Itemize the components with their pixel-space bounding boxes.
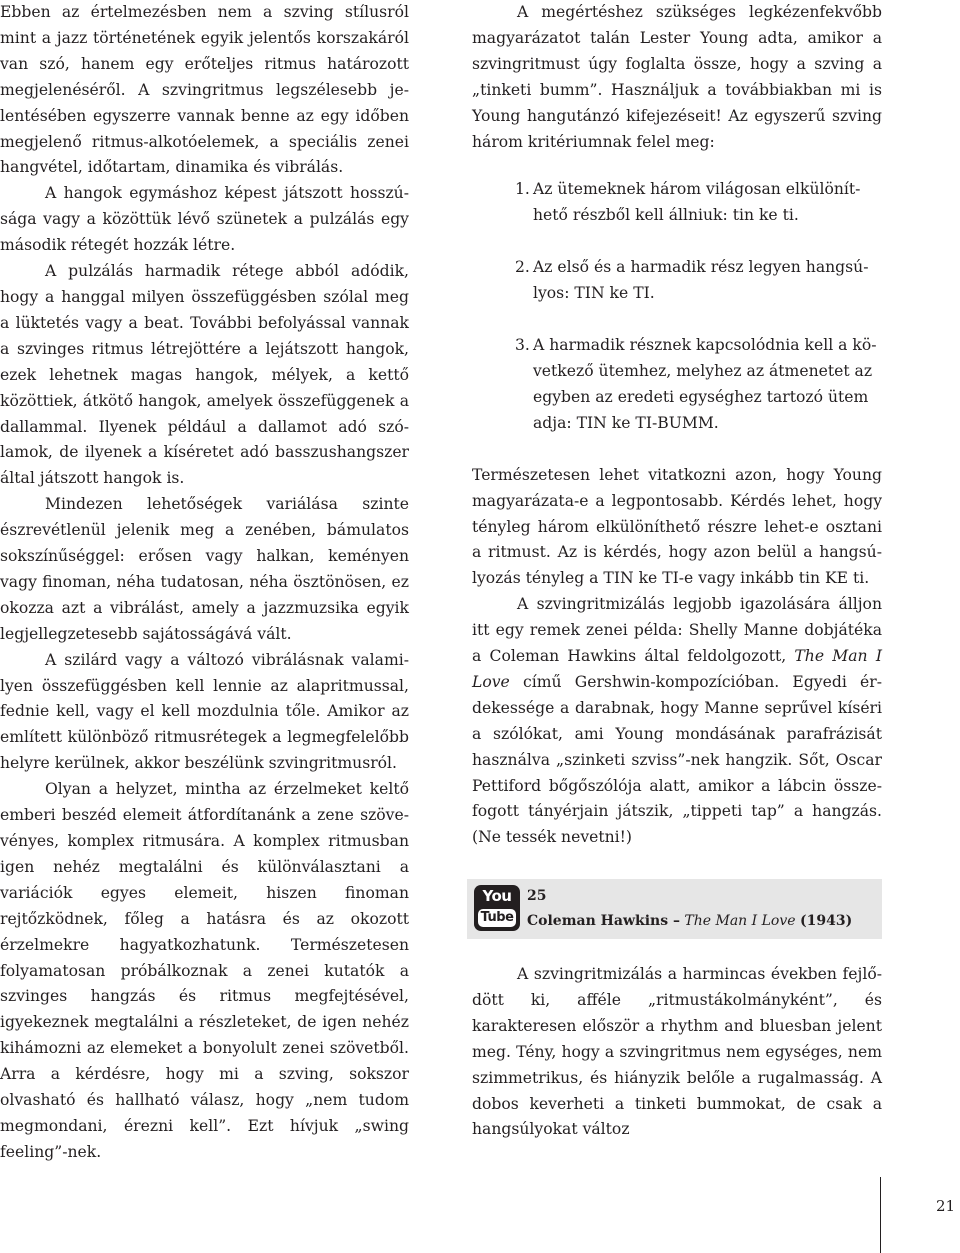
paragraph: Természetesen lehet vitatkozni azon, hogy Young magyarázata-e a legpontosabb. Kérdés lehet, hogy tényleg három elkülöníthető részre lehet-e osztani a ritmust. Az is kérdés, hogy azon belül a hangsúlyozás tényleg a TIN ke TI-e vagy inkább tin KE ti. (472, 465, 882, 588)
page-number: 21 (936, 1197, 956, 1215)
list-item (472, 255, 882, 307)
youtube-icon[interactable] (474, 885, 520, 931)
paragraph: A hangok egymáshoz képest játszott hosszúsága vagy a közöttük lévő szünetek a pulzálás egy második rétegét hozzák létre. (0, 184, 409, 255)
paragraph: Mindezen lehetőségek variálása szinte észrevétlenül jelenik meg a zenében, bámulatos sokszínűséggel: erősen vagy halkan, keményen vagy finoman, néha tudatosan, néha ösztönösen, ez okozza azt a vibrálást, amely a jazzmuzsika egyik legjellegzetesebb sajátosságává vált. (0, 495, 409, 643)
list-item (472, 333, 882, 437)
video-caption (527, 912, 852, 930)
list-number: 1. (515, 180, 530, 199)
right-column (472, 0, 882, 851)
paragraph-text: című Gershwin-kompozícióban. Egyedi érdekessége a darabnak, hogy Manne seprűvel kíséri a szólókat, ami Young mondásának parafrázisát használva „szinketi szviss”-nek hangzik. Sőt, Oscar Pettiford bőgőszólója alatt, amikor a lábcin összefogott tányérjain játszik, „tippeti tap” a hangzás. (Ne tessék nevetni!) (472, 672, 882, 847)
list-number: 2. (515, 258, 530, 277)
video-year: (1943) (800, 913, 853, 929)
paragraph: A szilárd vagy a változó vibrálásnak valamilyen összefüggésben kell lennie az alapritmussal, fednie kell, vagy el kell mozdulnia tőle. Amikor az említett különböző ritmusrétegek a legmegfelelőbb helyre kerülnek, akkor beszélünk szvingritmusról. (0, 650, 409, 773)
song-title: The Man I Love (472, 647, 882, 691)
paragraph: Ebben az értelmezésben nem a szving stílusról mint a jazz történetének egyik jelentős korszakáról van szó, hanem egy erőteljes ritmus határozott megjelenéséről. A szvingritmus legszélesebb jelentésében egyszerre vannak benne az egy időben megjelenő ritmus-alkotóelemek, a speciális zenei hangvétel, időtartam, dinamika és vibrálás. (0, 3, 409, 177)
criteria-list (472, 177, 882, 436)
right-column-continued (472, 962, 882, 1143)
video-number: 25 (527, 888, 547, 904)
youtube-video-reference[interactable] (467, 879, 882, 939)
list-number: 3. (515, 336, 530, 355)
paragraph-text: A szvingritmizálás legjobb igazolására álljon itt egy remek zenei példa: Shelly Manne dobjátéka a Coleman Hawkins által feldolgozott, (472, 595, 882, 666)
youtube-icon-you: You (482, 887, 512, 905)
paragraph: Olyan a helyzet, mintha az érzelmeket keltő emberi beszéd elemeit átfordítanánk a zene szövevényes, komplex ritmusára. A komplex ritmusban igen nehéz megtalálni és különválasztani a variációk egyes elemeit, hiszen finoman rejtőzködnek, főleg a hatásra és az okozott érzelmekre hagyatkozhatunk. Természetesen folyamatosan próbálkoznak a zenei kutatók a szvinges hangzás és ritmus megfejtésével, igyekeznek megtalálni a részleteket, de igen nehéz kihámozni az elemeket a bonyolult zenei szövetből. Arra a kérdésre, hogy mi a szving, sokszor olvasható és hallható válasz, hogy „nem tudom megmondani, érezni kell”. Ezt hívjuk „swing feeling”-nek. (0, 780, 409, 1161)
video-title: The Man I Love (684, 913, 796, 929)
video-artist: Coleman Hawkins – (527, 913, 680, 929)
list-text: A harmadik résznek kapcsolódnia kell a következő ütemhez, melyhez az átmenetet az egyben az eredeti egységhez tartozó ütem adja: TIN ke TI-BUMM. (533, 336, 877, 432)
footer-rule (880, 1177, 881, 1253)
list-text: Az első és a harmadik rész legyen hangsúlyos: TIN ke TI. (533, 258, 869, 303)
left-column (0, 0, 409, 1166)
list-item (472, 177, 882, 229)
paragraph: A megértéshez szükséges legkézenfekvőbb magyarázatot talán Lester Young adta, amikor a szvingritmust úgy foglalta össze, hogy a szving a „tinketi bumm”. Használjuk a továbbiakban mi is Young hangutánzó kifejezéseit! Az egyszerű szving három kritériumnak felel meg: (472, 3, 882, 151)
paragraph: A szvingritmizálás a harmincas években fejlődött ki, afféle „ritmustákolmányként”, és karakteresen először a rhythm and bluesban jelent meg. Tény, hogy a szvingritmus nem egységes, nem szimmetrikus, és hiányzik belőle a rugalmasság. A dobos keverheti a tinketi bummokat, de csak a hangsúlyokat változ (472, 965, 882, 1139)
paragraph (472, 592, 882, 851)
paragraph: A pulzálás harmadik rétege abból adódik, hogy a hanggal milyen összefüggésben szólal meg a lüktetés vagy a beat. További befolyással vannak a szvinges ritmus létrejöttére a lejátszott hangok, ezek lehetnek magas hangok, mélyek, a kettő közöttiek, átkötő hangok, amelyek összefüggenek a dallammal. Ilyenek például a dallamot adó szólamok, de ilyenek a kíséretet adó basszushangszer által játszott hangok is. (0, 262, 409, 488)
list-text: Az ütemeknek három világosan elkülöníthető részből kell állniuk: tin ke ti. (533, 180, 861, 225)
youtube-icon-tube: Tube (478, 909, 516, 927)
